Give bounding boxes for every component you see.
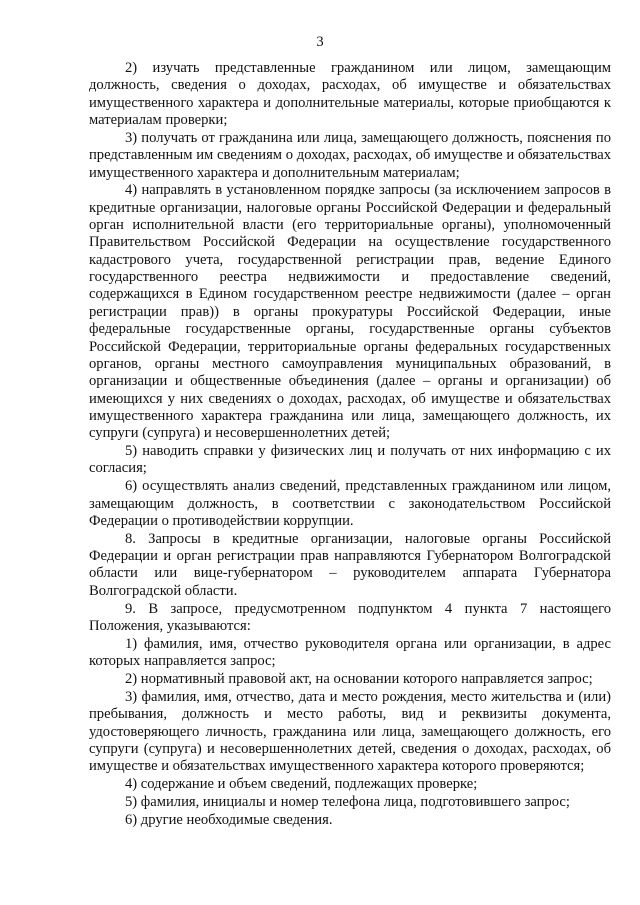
paragraph-request-item-6: 6) другие необходимые сведения. (125, 811, 333, 828)
paragraph-item-5: 5) наводить справки у физических лиц и получать от них информацию с их согласия; (89, 443, 611, 477)
paragraph-item-2: 2) изучать представленные гражданином или лицом, замещающим должность, сведения о доходах, расходах, об имуществе и обязательствах имущественного характера и дополнительные материалы, которые приобщаются к материалам проверки; (89, 60, 611, 129)
paragraph-item-3: 3) получать от гражданина или лица, замещающего должность, пояснения по представленным им сведениям о доходах, расходах, об имуществе и обязательствах имущественного характера и дополнительным материалам; (89, 129, 611, 181)
paragraph-request-item-2: 2) нормативный правовой акт, на основании которого направляется запрос; (125, 671, 593, 688)
paragraph-clause-9: 9. В запросе, предусмотренном подпунктом 4 пункта 7 настоящего Положения, указываются: (89, 600, 611, 634)
document-body (89, 60, 611, 829)
paragraph-request-item-5: 5) фамилия, инициалы и номер телефона лица, подготовившего запрос; (125, 793, 570, 810)
paragraph-item-6: 6) осуществлять анализ сведений, представленных гражданином или лицом, замещающим должность, в соответствии с законодательством Российской Федерации о противодействии коррупции. (89, 478, 611, 529)
paragraph-clause-8: 8. Запросы в кредитные организации, налоговые органы Российской Федерации и орган регистрации прав направляются Губернатором Волгоградской области или вице-губернатором – руководителем аппарата Губернатора Волгоградской области. (89, 530, 611, 599)
page-number: 3 (316, 34, 324, 50)
paragraph-request-item-1: 1) фамилия, имя, отчество руководителя органа или организации, в адрес которых направляется запрос; (89, 635, 611, 670)
paragraph-request-item-4: 4) содержание и объем сведений, подлежащих проверке; (125, 776, 478, 793)
paragraph-request-item-3: 3) фамилия, имя, отчество, дата и место рождения, место жительства и (или) пребывания, должность и место работы, вид и реквизиты документа, удостоверяющего личность, гражданина или лица, замещающего должность, его супруги (супруга) и несовершеннолетних детей, сведения о доходах, расходах, об имуществе и обязательствах имущественного характера которого проверяются; (89, 688, 611, 775)
paragraph-item-4: 4) направлять в установленном порядке запросы (за исключением запросов в кредитные организации, налоговые органы Российской Федерации и федеральный орган исполнительной власти (его территориальные органы), уполномоченный Правительством Российской Федерации на осуществление государственного кадастрового учета, государственной регистрации прав, ведение Единого государственного реестра недвижимости и предоставление сведений, содержащихся в Едином государственном реестре недвижимости (далее – орган регистрации прав)) в органы прокуратуры Российской Федерации, иные федеральные государственные органы, государственные органы субъектов Российской Федерации, территориальные органы федеральных государственных органов, органы местного самоуправления муниципальных образований, в организации и общественные объединения (далее – органы и организации) об имеющихся у них сведениях о доходах, расходах, об имуществе и обязательствах имущественного характера гражданина или лица, замещающего должность, их супруги (супруга) и несовершеннолетних детей; (89, 182, 611, 442)
